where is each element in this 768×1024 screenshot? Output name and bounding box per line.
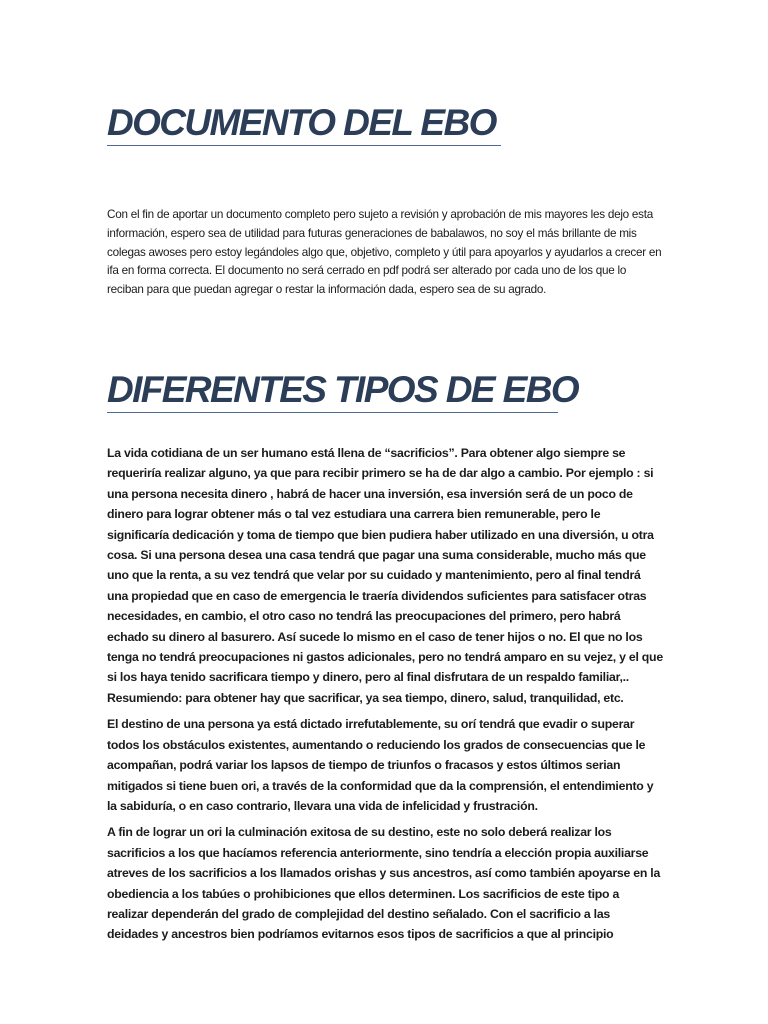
- body-paragraph: A fin de lograr un ori la culminación exitosa de su destino, este no solo deberá realizar los sacrificios a los que hacíamos referencia anteriormente, sino tendría a elección propia auxiliarse atreves de los sacrificios a los llamados orishas y sus ancestros, así como también apoyarse en la obediencia a los tabúes o prohibiciones que ellos determinen. Los sacrificios de este tipo a realizar dependerán del grado de complejidad del destino señalado. Con el sacrificio a las deidades y ancestros bien podríamos evitarnos esos tipos de sacrificios a que al principio: [107, 825, 661, 942]
- section-title-block: [107, 371, 578, 413]
- title-underline: [107, 145, 501, 146]
- section-title: DIFERENTES TIPOS DE EBO: [107, 369, 578, 410]
- body-paragraph: La vida cotidiana de un ser humano está llena de “sacrificios”. Para obtener algo siempre se requeriría realizar alguno, ya que para recibir primero se ha de dar algo a cambio. Por ejemplo : si una persona necesita dinero , habrá de hacer una inversión, esa inversión será de un poco de dinero para lograr obtener más o tal vez estudiara una carrera bien remunerable, pero le significaría dedicación y toma de tiempo que bien pudiera haber utilizado en una diversión, u otra cosa. Si una persona desea una casa tendrá que pagar una suma considerable, mucho más que uno que la renta, a su vez tendrá que velar por su cuidado y mantenimiento, pero al final tendrá una propiedad que en caso de emergencia le traería dividendos suficientes para satisfacer otras necesidades, en cambio, el otro caso no tendrá las preocupaciones del primero, pero habrá echado su dinero al basurero. Así sucede lo mismo en el caso de tener hijos o no. El que no los tenga no tendrá preocupaciones ni gastos adicionales, pero no tendrá amparo en su vejez, y el que si los haya tenido sacrificara tiempo y dinero, pero al final disfrutara de un respaldo familiar,.. Resumiendo: para obtener hay que sacrificar, ya sea tiempo, dinero, salud, tranquilidad, etc.: [107, 446, 663, 705]
- section-title-underline: [107, 412, 558, 413]
- document-title-block: [107, 104, 501, 146]
- section-body: [107, 443, 663, 951]
- body-paragraph: El destino de una persona ya está dictado irrefutablemente, su orí tendrá que evadir o superar todos los obstáculos existentes, aumentando o reduciendo los grados de consecuencias que le acompañan, podrá variar los lapsos de tiempo de triunfos o fracasos y estos últimos serian mitigados si tiene buen ori, a través de la conformidad que da la comprensión, el entendimiento y la sabiduría, o en caso contrario, llevara una vida de infelicidad y frustración.: [107, 717, 654, 813]
- document-title: DOCUMENTO DEL EBO: [107, 102, 496, 143]
- intro-paragraph: Con el fin de aportar un documento completo pero sujeto a revisión y aprobación de mis mayores les dejo esta información, espero sea de utilidad para futuras generaciones de babalawos, no soy el más brillante de mis colegas awoses pero estoy legándoles algo que, objetivo, completo y útil para apoyarlos y ayudarlos a crecer en ifa en forma correcta. El documento no será cerrado en pdf podrá ser alterado por cada uno de los que lo reciban para que puedan agregar o restar la información dada, espero sea de su agrado.: [107, 208, 662, 297]
